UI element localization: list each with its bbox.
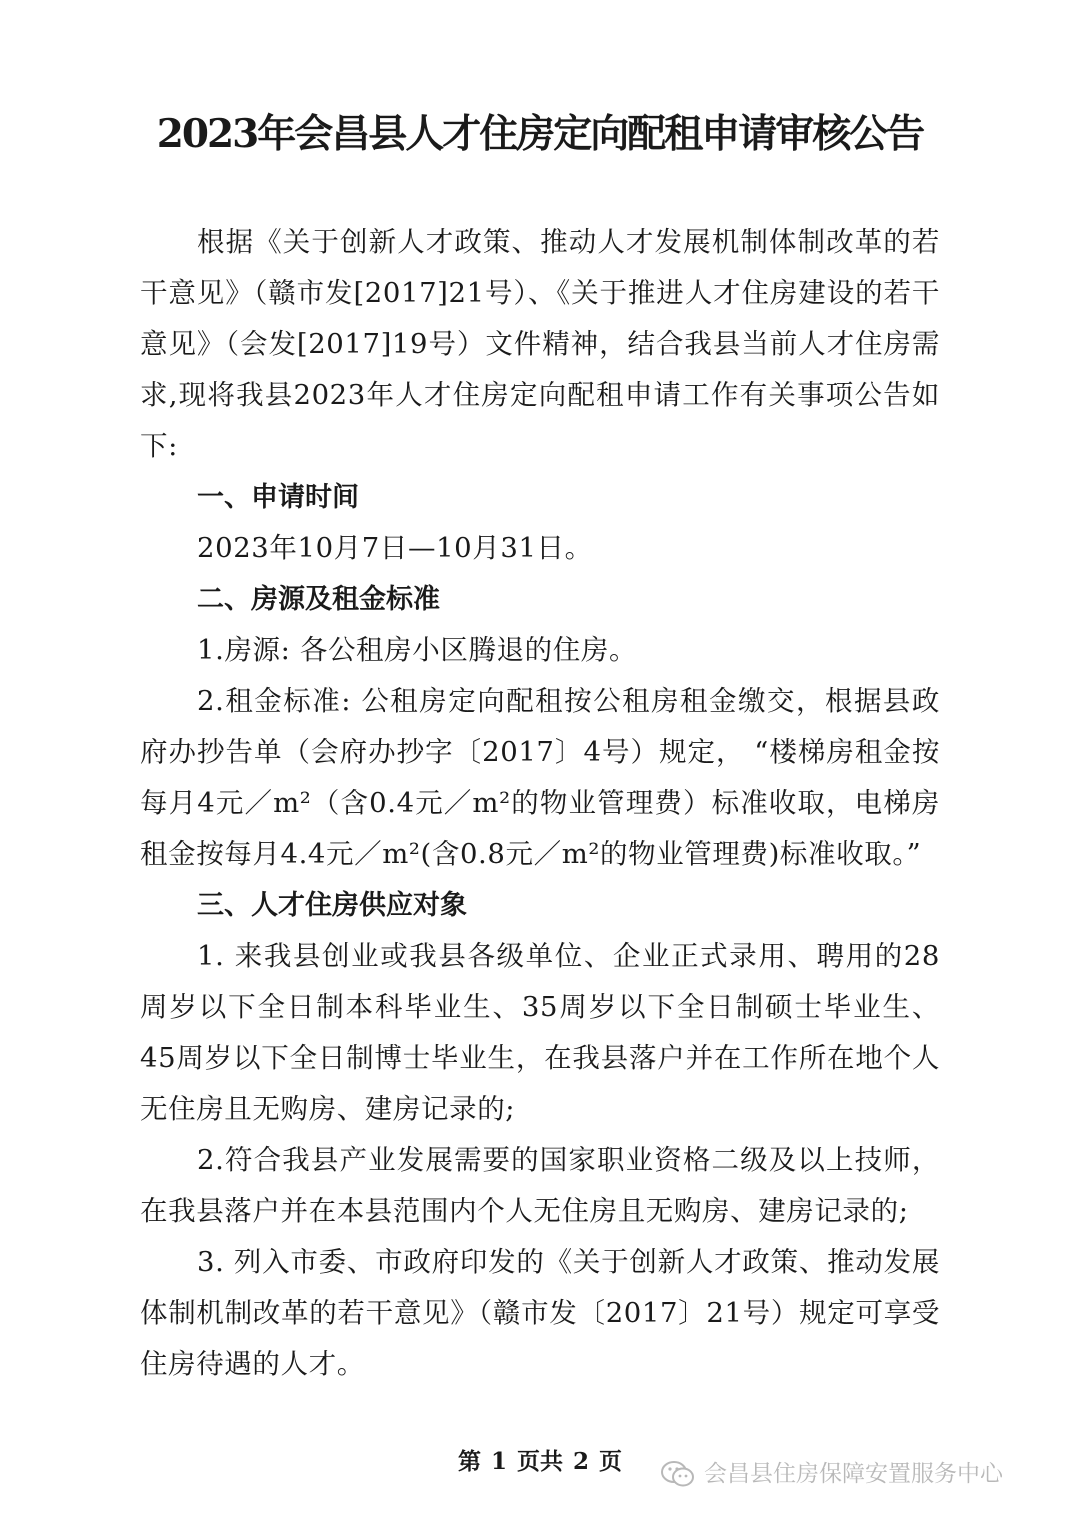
rent-standard-item: 2.租金标准: 公租房定向配租按公租房租金缴交，根据县政府办抄告单（会府办抄字〔2017〕4号）规定， “楼梯房租金按每月4元／m²（含0.4元／m²的物业管理费）标准收取，电梯房租金按每月4.4元／m²(含0.8元／m²的物业管理费)标准收取。” (140, 685, 940, 870)
page-mid: 页共 (517, 1448, 563, 1475)
eligible-item-technicians: 2.符合我县产业发展需要的国家职业资格二级及以上技师，在我县落户并在本县范围内个人无住房且无购房、建房记录的; (140, 1144, 940, 1227)
eligible-item-graduates: 1. 来我县创业或我县各级单位、企业正式录用、聘用的28周岁以下全日制本科毕业生、35周岁以下全日制硕士毕业生、45周岁以下全日制博士毕业生，在我县落户并在工作所在地个人无住房且无购房、建房记录的; (140, 940, 940, 1125)
wechat-watermark (660, 1458, 1003, 1490)
document-body (140, 217, 940, 1390)
application-time-text: 2023年10月7日—10月31日。 (197, 532, 593, 564)
section-heading-eligible-talent: 三、人才住房供应对象 (197, 890, 467, 921)
section-heading-application-time: 一、申请时间 (197, 482, 359, 513)
eligible-item-policy-talent: 3. 列入市委、市政府印发的《关于创新人才政策、推动发展体制机制改革的若干意见》（赣市发〔2017〕21号）规定可享受住房待遇的人才。 (140, 1246, 940, 1380)
housing-source-item: 1.房源: 各公租房小区腾退的住房。 (197, 634, 638, 666)
wechat-icon (660, 1459, 696, 1489)
section-heading-housing-rent: 二、房源及租金标准 (197, 584, 440, 615)
intro-paragraph: 根据《关于创新人才政策、推动人才发展机制体制改革的若干意见》（赣市发[2017]21号）、《关于推进人才住房建设的若干意见》（会发[2017]19号）文件精神，结合我县当前人才住房需求,现将我县2023年人才住房定向配租申请工作有关事项公告如下: (140, 226, 940, 462)
page-current: 1 (490, 1448, 507, 1475)
document-title: 2023年会昌县人才住房定向配租申请审核公告 (156, 111, 924, 157)
page-total: 2 (573, 1448, 590, 1475)
page-prefix: 第 (457, 1448, 481, 1475)
watermark-text: 会昌县住房保障安置服务中心 (704, 1461, 1003, 1487)
page-suffix: 页 (599, 1448, 623, 1475)
